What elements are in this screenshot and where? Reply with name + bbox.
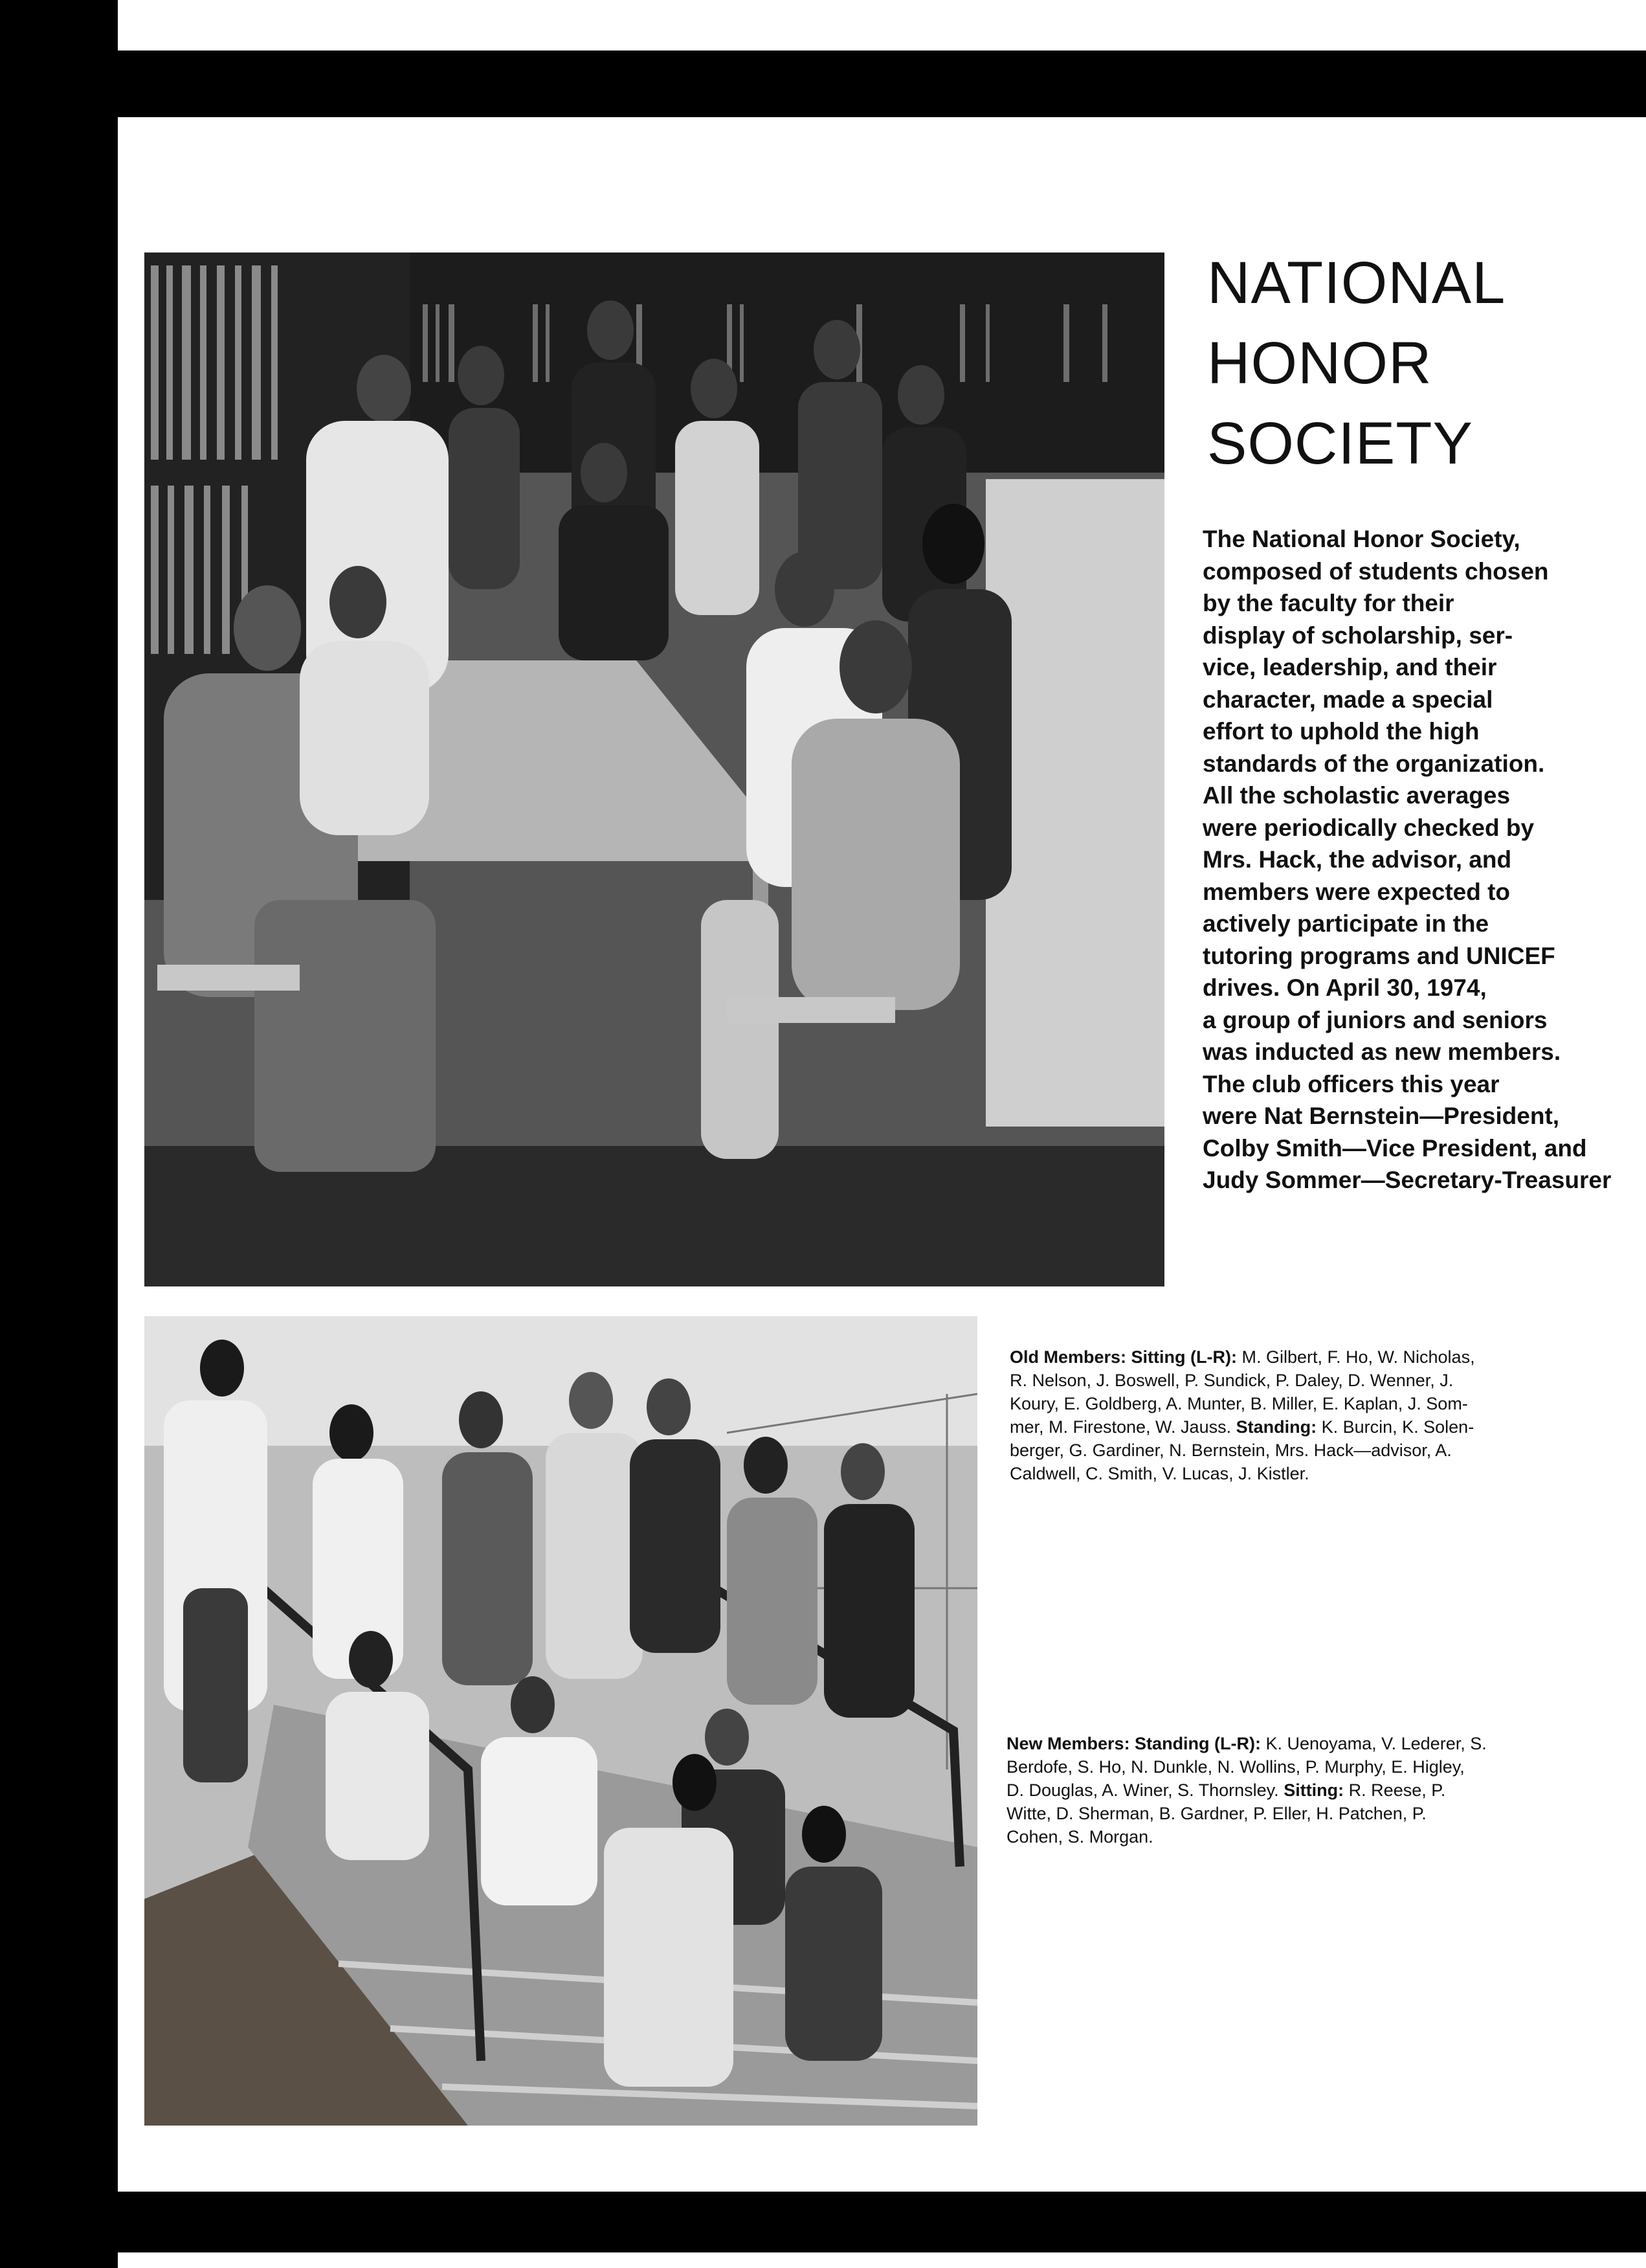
library-group-photo (144, 253, 1164, 1286)
cabinet (986, 479, 1164, 1127)
description-line: standards of the organization. (1203, 750, 1545, 777)
caption-text: M. Gilbert, F. Ho, W. Nicholas, (1236, 1347, 1475, 1367)
left-border-bar (0, 0, 118, 2268)
caption-line: Cohen, S. Morgan. (1007, 1827, 1153, 1847)
caption-line: Berdofe, S. Ho, N. Dunkle, N. Wollins, P. Murphy, E. Higley, (1007, 1757, 1465, 1777)
description-line: drives. On April 30, 1974, (1203, 974, 1487, 1001)
description-line: were periodically checked by (1203, 814, 1535, 841)
page-title (1207, 243, 1570, 484)
description-line: tutoring programs and UNICEF (1203, 942, 1555, 969)
title-line: NATIONAL (1207, 250, 1506, 316)
description-line: actively participate in the (1203, 910, 1489, 937)
caption-text: mer, M. Firestone, W. Jauss. (1010, 1417, 1236, 1437)
description-line: a group of juniors and seniors (1203, 1006, 1548, 1033)
description-line: character, made a special (1203, 686, 1493, 713)
caption-label: Standing: (1236, 1417, 1317, 1437)
caption-text: D. Douglas, A. Winer, S. Thornsley. (1007, 1780, 1284, 1800)
new-members-caption (1007, 1732, 1487, 1848)
top-margin (118, 0, 1646, 51)
description-line: Mrs. Hack, the advisor, and (1203, 846, 1512, 873)
description-line: All the scholastic averages (1203, 782, 1511, 809)
description-line: was inducted as new members. (1203, 1039, 1561, 1065)
description-line: Judy Sommer—Secretary-Treasurer (1203, 1167, 1612, 1193)
caption-line: Koury, E. Goldberg, A. Munter, B. Miller, E. Kaplan, J. Som- (1010, 1394, 1468, 1413)
sky (144, 1316, 977, 1446)
description-line: composed of students chosen (1203, 557, 1549, 585)
library-photo-illustration (144, 253, 1164, 1286)
bottom-border-bar (0, 2192, 1646, 2252)
caption-text: R. Reese, P. (1344, 1780, 1446, 1800)
description-line: display of scholarship, ser- (1203, 622, 1513, 649)
title-line: HONOR (1207, 330, 1432, 396)
caption-line: Witte, D. Sherman, B. Gardner, P. Eller, H. Patchen, P. (1007, 1804, 1427, 1823)
description-line: The club officers this year (1203, 1070, 1500, 1097)
outdoor-photo-illustration (144, 1316, 977, 2126)
description-line: vice, leadership, and their (1203, 654, 1497, 680)
description-line: were Nat Bernstein—President, (1203, 1103, 1560, 1129)
caption-line: Caldwell, C. Smith, V. Lucas, J. Kistler. (1010, 1464, 1309, 1483)
title-line: SOCIETY (1207, 410, 1473, 477)
top-border-bar (0, 51, 1646, 117)
old-members-caption (1010, 1345, 1475, 1485)
description-line: effort to uphold the high (1203, 718, 1480, 745)
caption-line: berger, G. Gardiner, N. Bernstein, Mrs. Hack—advisor, A. (1010, 1441, 1452, 1460)
caption-line: R. Nelson, J. Boswell, P. Sundick, P. Daley, D. Wenner, J. (1010, 1371, 1454, 1390)
caption-line (1007, 1732, 1487, 1755)
caption-text: K. Burcin, K. Solen- (1317, 1417, 1474, 1437)
caption-text: K. Uenoyama, V. Lederer, S. (1261, 1734, 1487, 1753)
description-line: by the faculty for their (1203, 590, 1454, 616)
description-line: members were expected to (1203, 878, 1511, 905)
caption-label: New Members: Standing (L-R): (1007, 1734, 1262, 1753)
description-line: Colby Smith—Vice President, and (1203, 1134, 1587, 1162)
society-description (1203, 523, 1646, 1196)
caption-line (1010, 1345, 1475, 1369)
caption-label: Sitting: (1284, 1780, 1344, 1800)
bookshelf-back (410, 253, 1164, 473)
caption-label: Old Members: Sitting (L-R): (1010, 1347, 1237, 1367)
outdoor-group-photo (144, 1316, 977, 2126)
caption-line (1010, 1415, 1475, 1439)
caption-line (1007, 1779, 1487, 1802)
description-line: The National Honor Society, (1203, 526, 1520, 552)
